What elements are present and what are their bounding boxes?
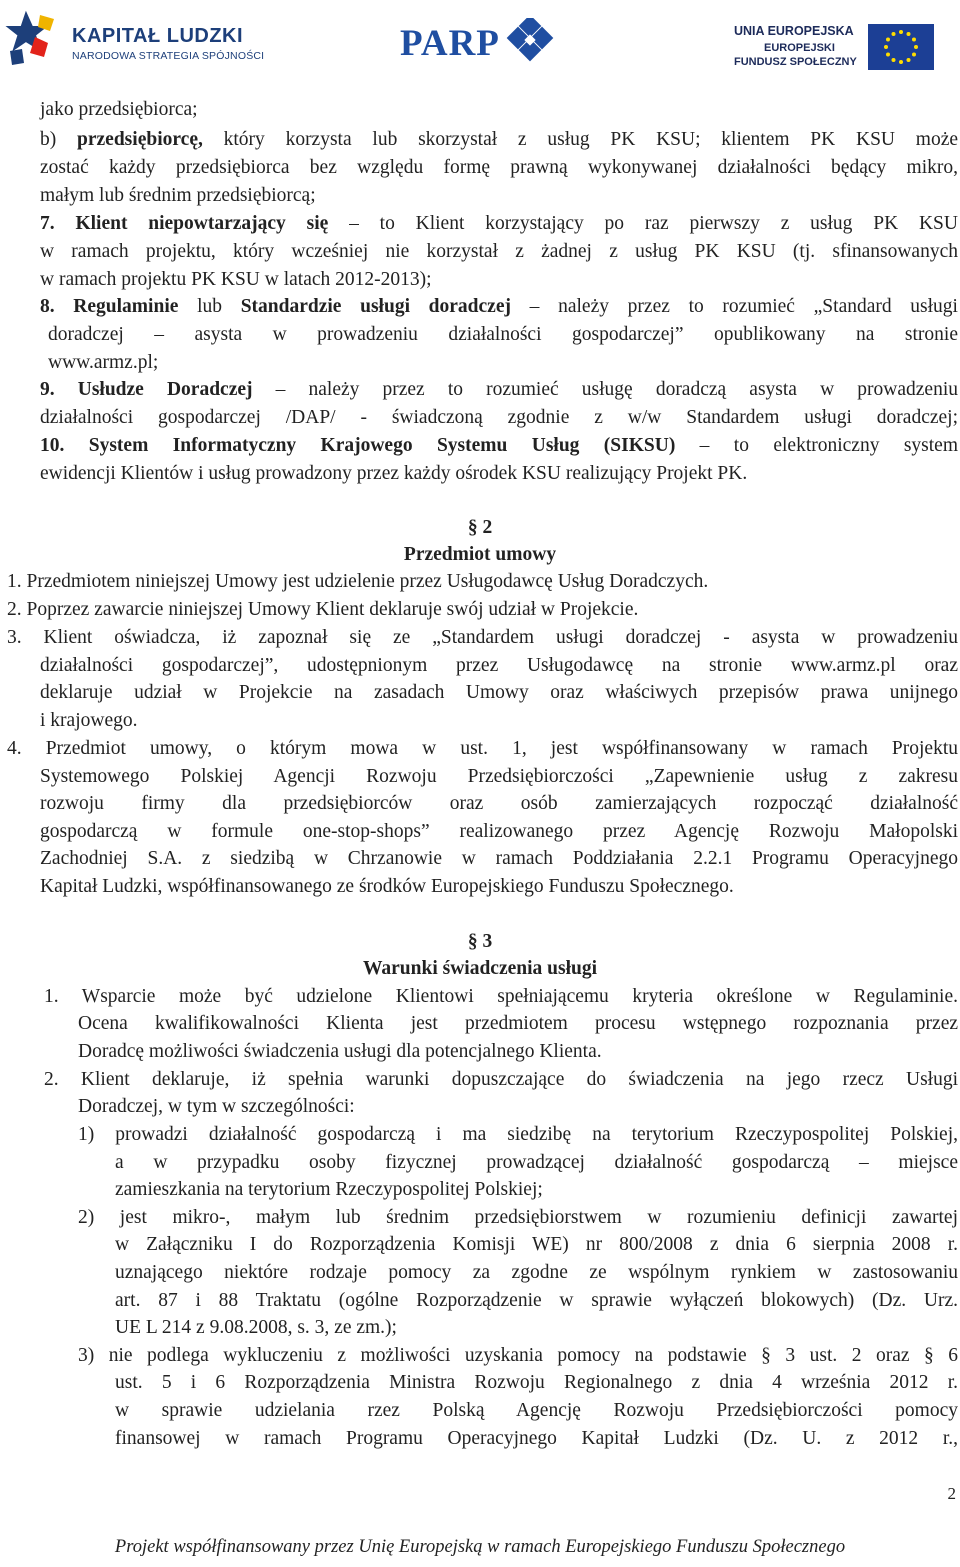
- text-line: Zachodniej S.A. z siedzibą w Chrzanowie w ramach Poddziałania 2.2.1 Programu Operacyjnego: [40, 848, 958, 869]
- parp-logo: [400, 18, 560, 70]
- eu-star-icon: [914, 45, 918, 49]
- text-line: zamieszkania na terytorium Rzeczypospolitej Polskiej;: [115, 1179, 543, 1200]
- section-2-title: Przedmiot umowy: [403, 544, 557, 565]
- text-line: 3. Klient oświadcza, iż zapoznał się ze „Standardem usługi doradczej - asysta w prowadzeniu: [7, 627, 958, 648]
- text-line: małym lub średnim przedsiębiorcą;: [40, 185, 316, 206]
- kapital-ludzki-emblem-icon: [4, 5, 66, 67]
- text-line: 3) nie podlega wykluczeniu z możliwości uzyskania pomocy na podstawie § 3 ust. 2 oraz § 6: [78, 1345, 958, 1366]
- eu-star-icon: [899, 30, 903, 34]
- eu-star-icon: [886, 53, 890, 57]
- definition-10-line-1: 10. System Informatyczny Krajowego Systemu Usług (SIKSU) – to elektroniczny system: [40, 435, 958, 456]
- definition-8-line-1: 8. Regulaminie lub Standardzie usługi doradczej – należy przez to rozumieć „Standard usługi: [40, 296, 958, 317]
- text-line: ewidencji Klientów i usług prowadzony przez każdy ośrodek KSU realizujący Projekt PK.: [40, 463, 748, 484]
- eu-flag-icon: [868, 24, 934, 70]
- text-line: UE L 214 z 9.08.2008, s. 3, ze zm.);: [115, 1317, 397, 1338]
- text-line: w Załączniku I do Rozporządzenia Komisji WE) nr 800/2008 z dnia 6 sierpnia 2008 r.: [115, 1234, 958, 1255]
- text-line: zostać każdy przedsiębiorca bez względu formę prawną wykonywanej działalności będący mikro,: [40, 157, 958, 178]
- text-line: 1. Wsparcie może być udzielone Klientowi spełniającemu kryteria określone w Regulaminie.: [44, 986, 958, 1007]
- text-line: 1) prowadzi działalność gospodarczą i ma siedzibę na terytorium Rzeczypospolitej Polskiej,: [78, 1124, 958, 1145]
- text-line: Systemowego Polskiej Agencji Rozwoju Przedsiębiorczości „Zapewnienie usług z zakresu: [40, 766, 958, 787]
- eu-star-icon: [884, 45, 888, 49]
- text-line: deklaruje udział w Projekcie na zasadach Umowy oraz właściwych przepisów prawa unijnego: [40, 682, 958, 703]
- definition-7-line-1: 7. Klient niepowtarzający się – to Klient korzystający po raz pierwszy z usług PK KSU: [40, 213, 958, 234]
- eu-star-icon: [907, 58, 911, 62]
- definition-b-line-1: b) przedsiębiorcę, który korzysta lub skorzystał z usług PK KSU; klientem PK KSU może: [40, 129, 959, 150]
- text-line: 1. Przedmiotem niniejszej Umowy jest udzielenie przez Usługodawcę Usług Doradczych.: [7, 571, 709, 592]
- text-line: działalności gospodarczej”, udostępnionym przez Usługodawcę na stronie www.armz.pl oraz: [40, 655, 958, 676]
- text-line: jako przedsiębiorca;: [40, 99, 198, 120]
- text-line: 2. Poprzez zawarcie niniejszej Umowy Klient deklaruje swój udział w Projekcie.: [7, 599, 639, 620]
- text-line: i krajowego.: [40, 710, 138, 731]
- text-line: 2) jest mikro-, małym lub średnim przedsiębiorstwem w rozumieniu definicji zawartej: [78, 1207, 958, 1228]
- text-line: Ocena kwalifikowalności Klienta jest przedmiotem procesu wstępnego rozpoznania przez: [78, 1013, 958, 1034]
- text-line: ust. 5 i 6 Rozporządzenia Ministra Rozwoju Regionalnego z dnia 4 września 2012 r.: [115, 1372, 958, 1393]
- text-line: finansowej w ramach Programu Operacyjnego Kapitał Ludzki (Dz. U. z 2012 r.,: [115, 1428, 958, 1449]
- text-line: Doradczej, w tym w szczególności:: [78, 1096, 355, 1117]
- eu-star-icon: [907, 32, 911, 36]
- eu-star-icon: [912, 38, 916, 42]
- eu-line-2: EUROPEJSKI: [764, 42, 835, 54]
- section-2-number: § 2: [467, 517, 493, 538]
- text-line: w sprawie udzielania rzez Polską Agencję Rozwoju Przedsiębiorczości pomocy: [115, 1400, 958, 1421]
- eu-star-icon: [899, 60, 903, 64]
- page-footer: Projekt współfinansowany przez Unię Europejską w ramach Europejskiego Funduszu Społecznego: [114, 1537, 846, 1557]
- definition-9-line-1: 9. Usłudze Doradczej – należy przez to rozumieć usługę doradczą asysta w prowadzeniu: [40, 379, 958, 400]
- page-number: 2: [947, 1484, 956, 1503]
- eu-line-3: FUNDUSZ SPOŁECZNY: [734, 56, 857, 68]
- text-line: w ramach projektu PK KSU w latach 2012-2013);: [40, 269, 432, 290]
- text-line: gospodarczą w formule one-stop-shops” realizowanego przez Agencję Rozwoju Małopolski: [40, 821, 958, 842]
- eu-star-icon: [892, 58, 896, 62]
- text-line: rozwoju firmy dla przedsiębiorców oraz osób zamierzających rozpocząć działalność: [40, 793, 958, 814]
- text-line: działalności gospodarczej /DAP/ - świadczoną zgodnie z w/w Standardem usługi doradczej;: [40, 407, 958, 428]
- eu-star-icon: [892, 32, 896, 36]
- text-line: Kapitał Ludzki, współfinansowanego ze środków Europejskiego Funduszu Społecznego.: [40, 876, 734, 897]
- text-line: 4. Przedmiot umowy, o którym mowa w ust. 1, jest współfinansowany w ramach Projektu: [7, 738, 958, 759]
- kapital-ludzki-logo: [4, 5, 274, 67]
- eu-line-1: UNIA EUROPEJSKA: [734, 24, 854, 38]
- text-line: doradczej – asysta w prowadzeniu działalności gospodarczej” opublikowany na stronie: [48, 324, 958, 345]
- eu-star-icon: [886, 38, 890, 42]
- text-line: w ramach projektu, który wcześniej nie korzystał z żadnej z usług PK KSU (tj. sfinansowanych: [40, 241, 958, 262]
- text-line: a w przypadku osoby fizycznej prowadzącej działalność gospodarczą – miejsce: [115, 1152, 958, 1173]
- kapital-ludzki-title: KAPITAŁ LUDZKI: [72, 25, 244, 47]
- text-line: art. 87 i 88 Traktatu (ogólne Rozporządzenie w sprawie wyłączeń blokowych) (Dz. Urz.: [115, 1290, 958, 1311]
- section-3-number: § 3: [467, 931, 493, 952]
- kapital-ludzki-subtitle: NARODOWA STRATEGIA SPÓJNOŚCI: [72, 50, 265, 62]
- eu-star-icon: [912, 53, 916, 57]
- parp-emblem-icon: [504, 18, 558, 68]
- text-line: www.armz.pl;: [48, 352, 159, 373]
- page-header: [0, 0, 960, 80]
- text-line: Doradcę możliwości świadczenia usługi dla potencjalnego Klienta.: [78, 1041, 602, 1062]
- text-line: uznającego niektóre rodzaje pomocy za zgodne ze wspólnym rynkiem w zastosowaniu: [115, 1262, 958, 1283]
- eu-logo: [734, 22, 934, 72]
- text-line: 2. Klient deklaruje, iż spełnia warunki dopuszczające do świadczenia na jego rzecz Usługi: [44, 1069, 958, 1090]
- section-3-title: Warunki świadczenia usługi: [362, 958, 598, 979]
- parp-text: PARP: [400, 23, 500, 64]
